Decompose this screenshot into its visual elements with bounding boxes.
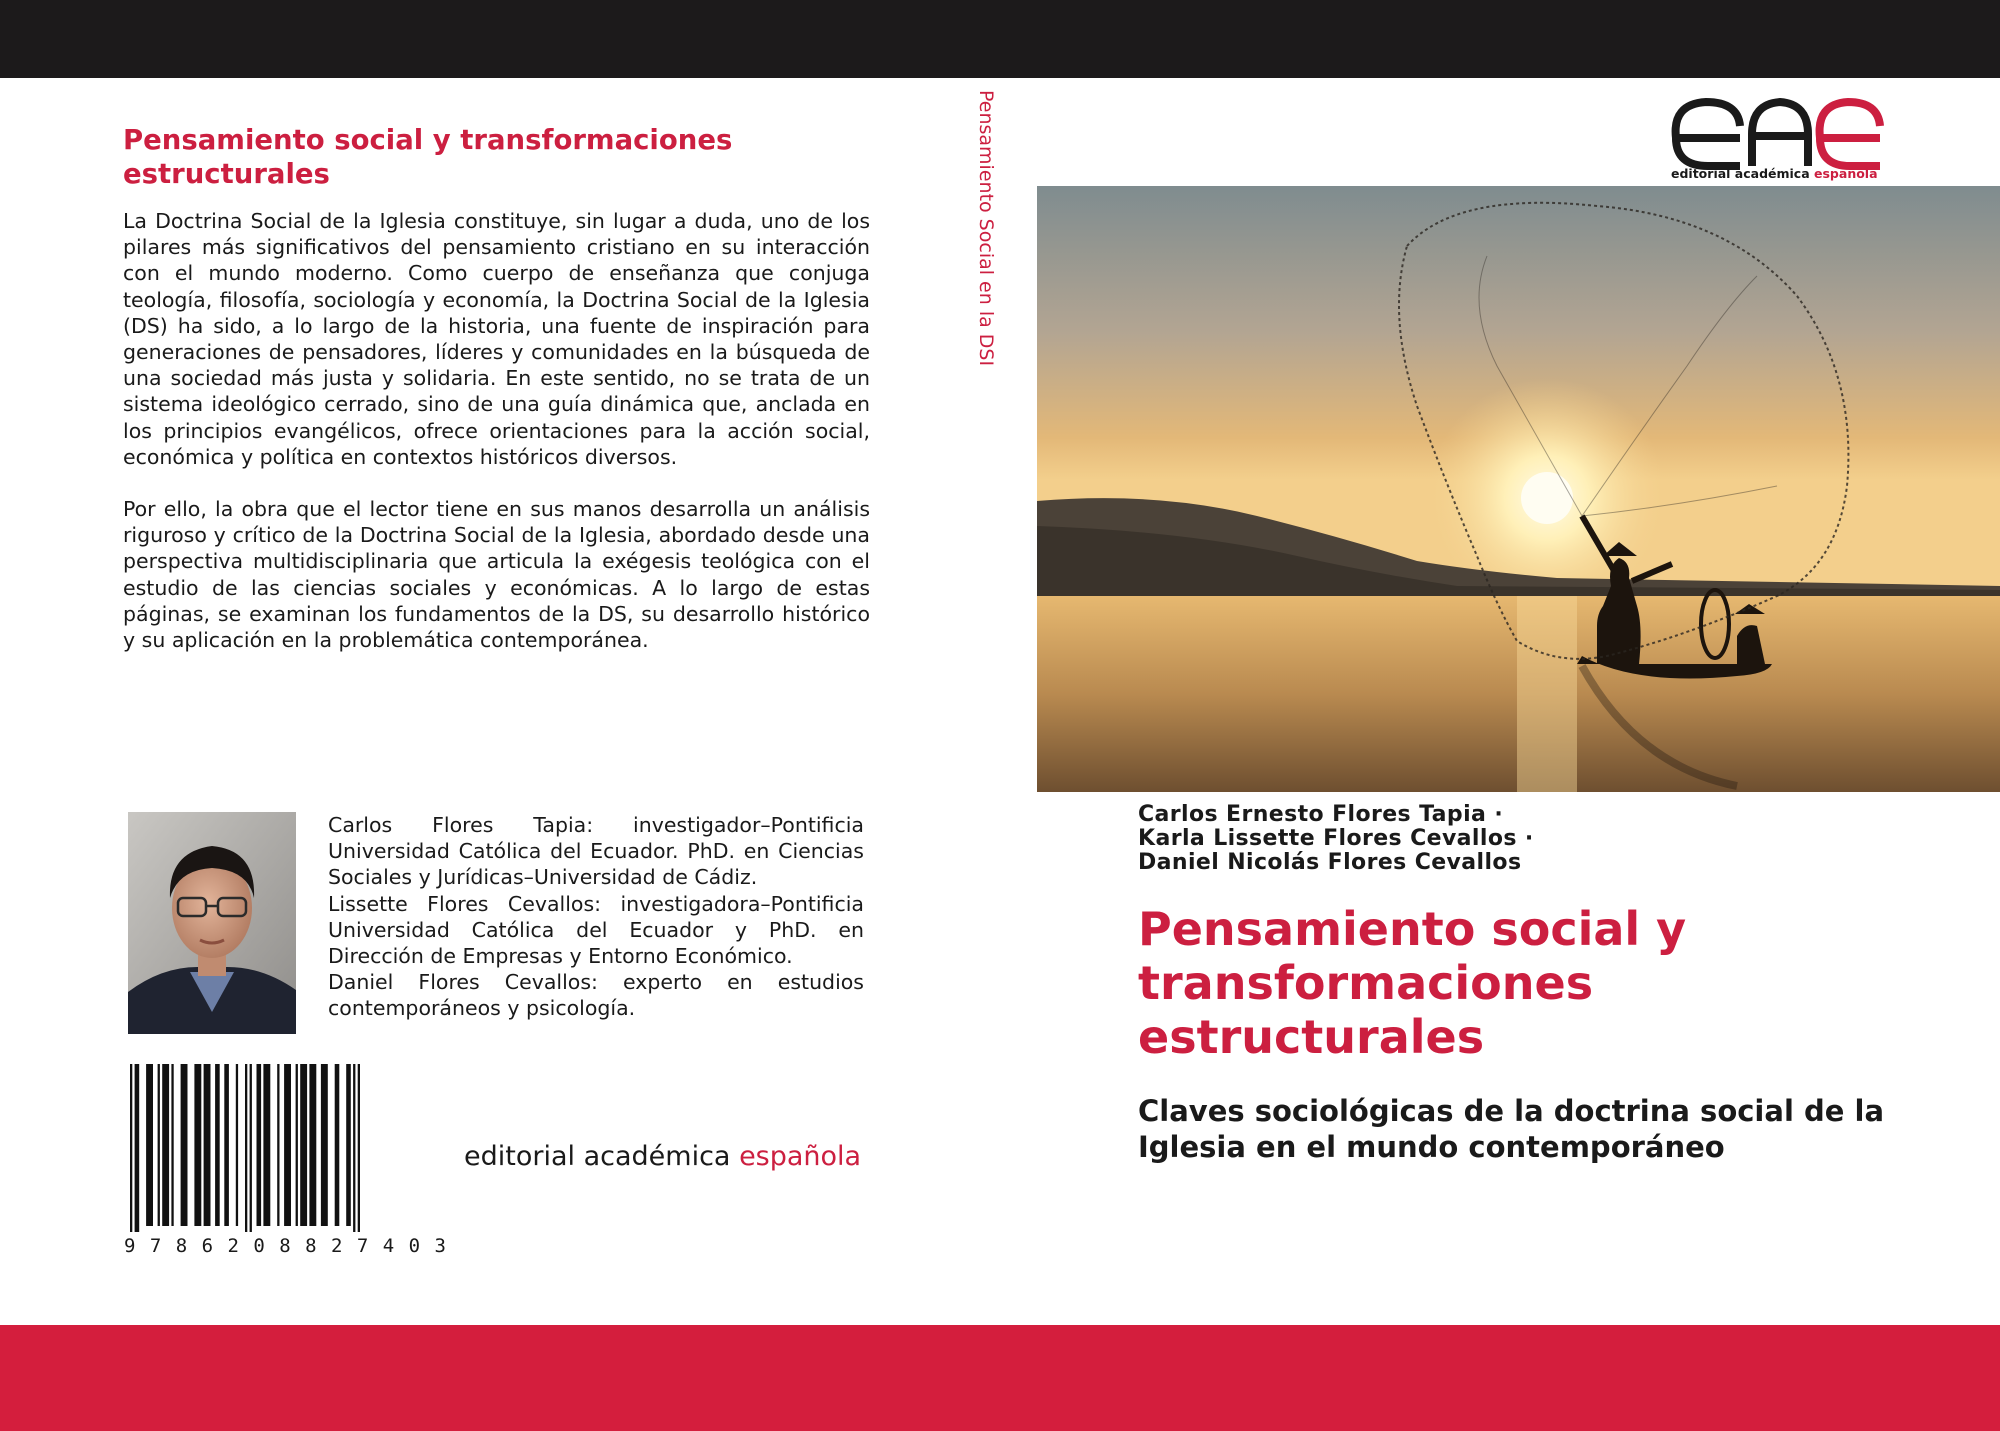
barcode-bar [130,1064,132,1232]
barcode-bar [162,1064,169,1226]
barcode-bar [224,1064,229,1226]
barcode-bar [236,1064,238,1226]
isbn-digit: 7 [356,1235,369,1257]
barcode-bar [353,1064,355,1232]
author-bios [328,812,864,1022]
blurb-paragraph: Por ello, la obra que el lector tiene en sus manos desarrolla un análisis riguroso y crítico de la Doctrina Social de la Iglesia, abordado desde una perspectiva multidisciplinaria que articula la exégesis teológica con el estudio de las ciencias sociales y económicas. A lo largo de estas páginas, se examinan los fundamentos de la DS, su desarrollo histórico y su aplicación en la problemática contemporánea. [123,497,870,653]
barcode-bar [146,1064,153,1226]
barcode-bar [358,1064,360,1232]
isbn-number [124,1235,446,1263]
barcode-bar [204,1064,211,1226]
fisherman-sunset-image [1037,186,2000,792]
barcode-bar [321,1064,328,1226]
barcode-bar [277,1064,279,1226]
logo-text-accent: española [1814,166,1878,181]
author-portrait-image [128,812,296,1034]
barcode-bar [194,1064,201,1226]
author-name: Daniel Nicolás Flores Cevallos [1138,850,1522,875]
barcode-bar [215,1064,220,1226]
bottom-band [0,1325,2000,1431]
barcode-bar [335,1064,340,1226]
logo-wordmark [1671,166,1878,181]
isbn-digit: 2 [331,1235,343,1257]
cover-photo-fisherman [1037,186,2000,792]
barcode-bar [346,1064,351,1226]
front-cover-title: Pensamiento social y transformaciones estructurales [1138,902,1687,1064]
barcode-bar [245,1064,247,1232]
author-bio-daniel: Daniel Flores Cevallos: experto en estudios contemporáneos y psicología. [328,970,864,1021]
top-band [0,0,2000,78]
isbn-digit: 6 [201,1235,214,1257]
barcode-bar [171,1064,173,1226]
isbn-digit: 9 [124,1235,136,1257]
front-authors [1138,803,1534,875]
author-name: Carlos Ernesto Flores Tapia · [1138,802,1504,827]
barcode-bar [300,1064,307,1226]
barcode-bar [309,1064,316,1226]
author-photo [128,812,296,1034]
front-cover-subtitle: Claves sociológicas de la doctrina social de la Iglesia en el mundo contemporáneo [1138,1094,1885,1164]
publisher-name-back [464,1141,861,1172]
isbn-digit: 8 [305,1235,317,1257]
isbn-digit: 4 [382,1235,395,1257]
publisher-name: editorial académica [464,1141,731,1172]
barcode-bar [257,1064,262,1226]
barcode-bar [263,1064,270,1226]
isbn-digit: 8 [175,1235,188,1257]
back-cover-title: Pensamiento social y transformaciones estructurales [123,124,733,190]
isbn-digit: 0 [253,1235,265,1257]
logo-text-main: editorial académica [1671,166,1810,181]
isbn-digit: 3 [434,1235,446,1257]
isbn-digit: 7 [149,1235,162,1257]
barcode-bar [158,1064,160,1226]
blurb-paragraph: La Doctrina Social de la Iglesia constituye, sin lugar a duda, uno de los pilares más significativos del pensamiento cristiano en su interacción con el mundo moderno. Como cuerpo de enseñanza que conjuga teología, filosofía, sociología y economía, la Doctrina Social de la Iglesia (DS) ha sido, a lo largo de la historia, una fuente de inspiración para generaciones de pensadores, líderes y comunidades en la búsqueda de una sociedad más justa y solidaria. En este sentido, no se trata de un sistema ideológico cerrado, sino de una guía dinámica que, anclada en los principios evangélicos, ofrece orientaciones para la acción social, económica y política en contextos históricos diversos. [123,209,870,469]
isbn-digit: 2 [227,1235,239,1257]
barcode-bar [250,1064,252,1232]
barcode-bar [284,1064,291,1226]
barcode-bar [135,1064,140,1232]
barcode-bar [181,1064,188,1226]
author-bio-carlos: Carlos Flores Tapia: investigador–Pontificia Universidad Católica del Ecuador. PhD. en Ciencias Sociales y Jurídicas–Universidad de Cádiz. [328,813,864,890]
back-cover-blurb [123,208,870,679]
author-bio-lissette: Lissette Flores Cevallos: investigadora–Pontificia Universidad Católica del Ecuador y PhD. en Dirección de Empresas y Entorno Económico. [328,891,864,969]
spine-title: Pensamiento Social en la DSI [975,90,997,367]
isbn-digit: 8 [279,1235,291,1257]
barcode-bar [296,1064,298,1226]
isbn-digit: 0 [408,1235,421,1257]
publisher-name-accent: española [739,1141,862,1172]
author-name: Karla Lissette Flores Cevallos · [1138,826,1534,851]
